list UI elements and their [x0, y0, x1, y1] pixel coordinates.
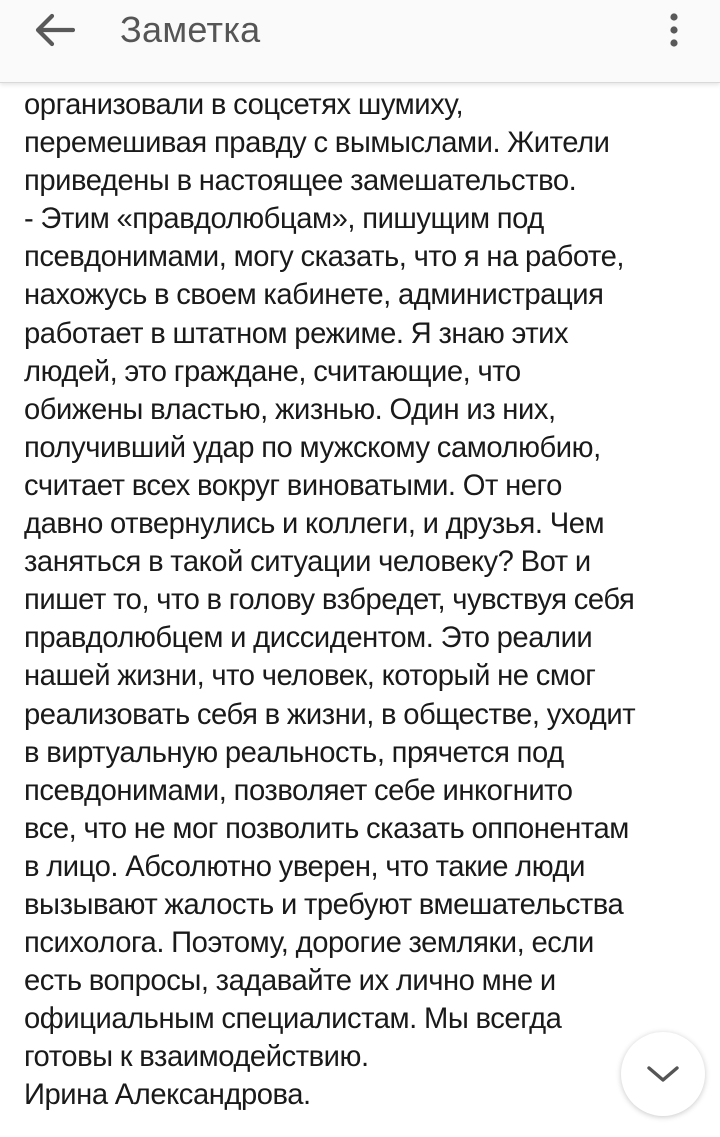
note-line: перемешивая правду с вымыслами. Жители	[24, 127, 610, 160]
note-content[interactable]	[0, 82, 720, 1137]
note-line: организовали в соцсетях шумиху,	[24, 89, 464, 121]
note-line: правдолюбцем и диссидентом. Это реалии	[24, 622, 593, 655]
note-line: обижены властью, жизнью. Один из них,	[24, 393, 556, 426]
note-line: в виртуальную реальность, прячется под	[24, 736, 564, 769]
note-line: психолога. Поэтому, дорогие земляки, если	[24, 927, 594, 960]
scroll-down-button[interactable]	[621, 1032, 705, 1116]
app-bar	[0, 0, 720, 83]
note-line: официальным специалистам. Мы всегда	[24, 1003, 562, 1036]
note-line: приведены в настоящее замешательство.	[24, 165, 577, 198]
chevron-down-icon	[647, 1065, 679, 1083]
note-line: - Этим «правдолюбцам», пишущим под	[24, 203, 544, 236]
note-line: работает в штатном режиме. Я знаю этих	[24, 317, 569, 350]
note-line: давно отвернулись и коллеги, и друзья. Чем	[24, 508, 605, 541]
note-line: есть вопросы, задавайте их лично мне и	[24, 965, 556, 998]
note-body	[24, 86, 704, 1115]
more-options-button[interactable]	[650, 6, 698, 54]
note-line: заняться в такой ситуации человеку? Вот и	[24, 546, 591, 579]
note-line: вызывают жалость и требуют вмешательства	[24, 888, 624, 921]
note-line: реализовать себя в жизни, в обществе, уходит	[24, 698, 636, 731]
note-signature: Ирина Александрова.	[24, 1079, 311, 1112]
note-line: все, что не мог позволить сказать оппонентам	[24, 812, 629, 845]
note-line: пишет то, что в голову взбредет, чувствуя себя	[24, 584, 635, 617]
more-vertical-icon	[668, 12, 680, 48]
back-button[interactable]	[22, 6, 86, 54]
note-line: псевдонимами, могу сказать, что я на работе,	[24, 241, 625, 274]
note-line: нахожусь в своем кабинете, администрация	[24, 279, 604, 312]
page-title: Заметка	[120, 9, 261, 50]
note-line: готовы к взаимодействию.	[24, 1041, 369, 1074]
note-line: нашей жизни, что человек, который не смог	[24, 660, 596, 693]
note-line: получивший удар по мужскому самолюбию,	[24, 431, 601, 464]
note-line: в лицо. Абсолютно уверен, что такие люди	[24, 850, 585, 883]
note-line: считает всех вокруг виноватыми. От него	[24, 469, 562, 502]
note-line: людей, это граждане, считающие, что	[24, 355, 521, 388]
note-line: псевдонимами, позволяет себе инкогнито	[24, 774, 573, 807]
arrow-left-icon	[33, 13, 75, 47]
